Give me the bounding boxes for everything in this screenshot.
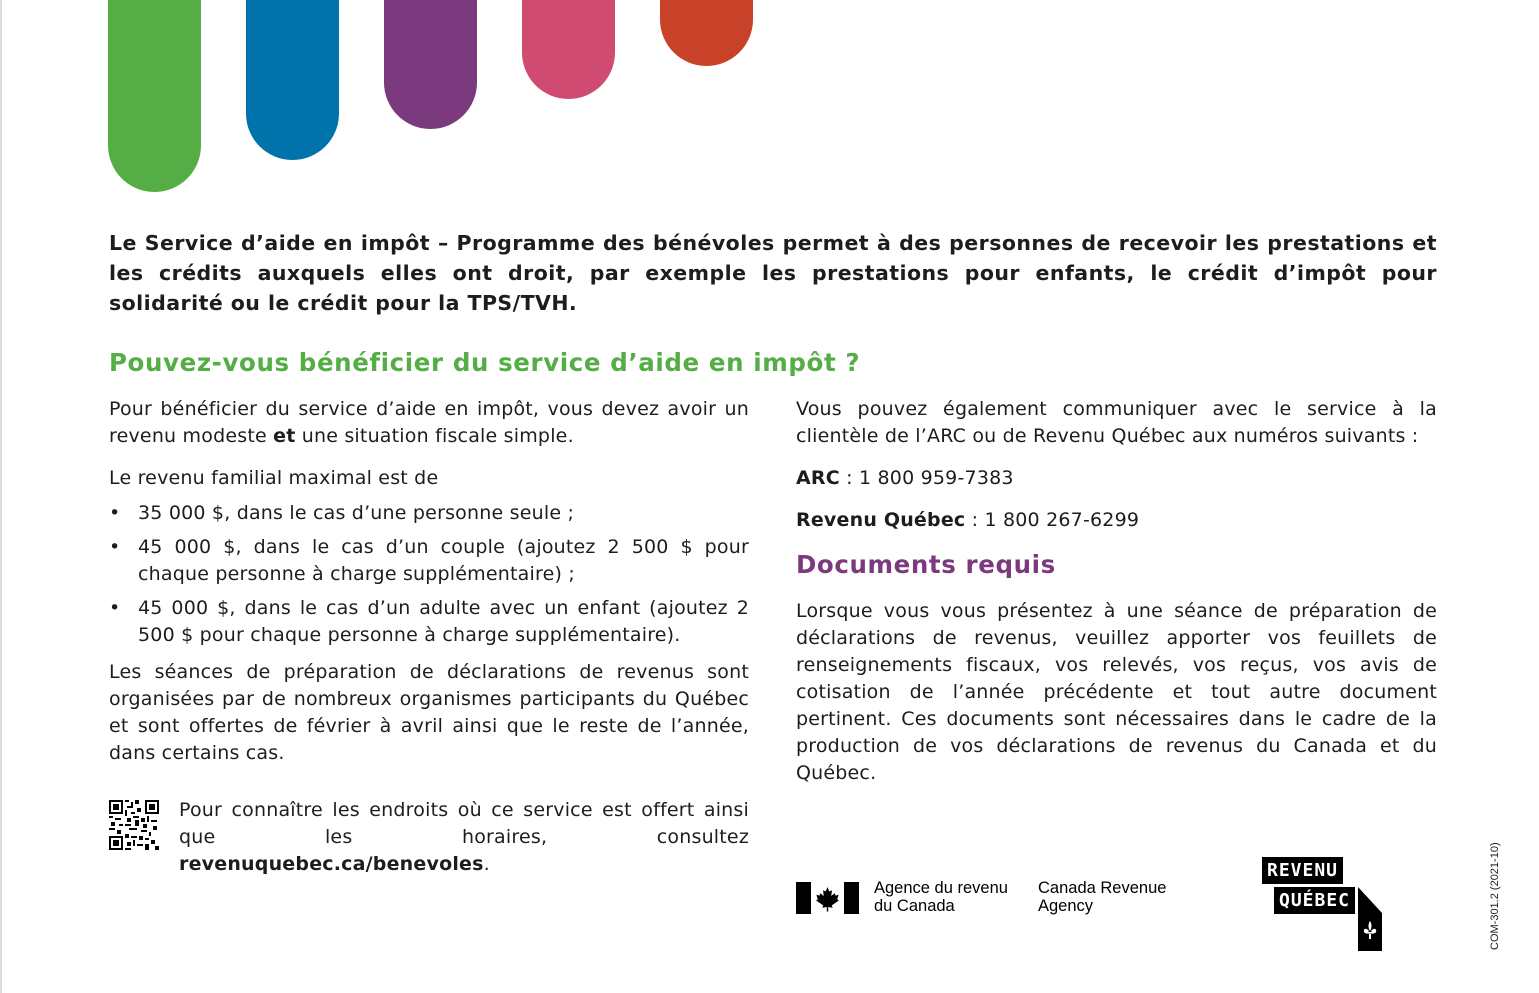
- list-item: • 45 000 $, dans le cas d’un couple (ajoutez 2 500 $ pour chaque personne à charge supplémentaire) ;: [109, 536, 749, 585]
- decor-bar-pink: [522, 0, 615, 99]
- fleur-de-lis-icon: [1358, 887, 1382, 951]
- qr-caption: Pour connaître les endroits où ce service est offert ainsi que les horaires, consultez revenuquebec.ca/benevoles.: [179, 799, 749, 875]
- decor-bar-red: [660, 0, 753, 66]
- eligibility-requirement: Pour bénéficier du service d’aide en impôt, vous devez avoir un revenu modeste et une situation fiscale simple.: [109, 398, 749, 447]
- decor-bar-blue: [246, 0, 339, 160]
- cra-name-fr: Agence du revenu du Canada: [874, 879, 1008, 915]
- cra-signature: [796, 879, 1196, 919]
- cra-name-en: Canada Revenue Agency: [1038, 879, 1167, 915]
- benevoles-link[interactable]: revenuquebec.ca/benevoles: [179, 853, 484, 875]
- contact-intro: Vous pouvez également communiquer avec le service à la clientèle de l’ARC ou de Revenu Québec aux numéros suivants :: [796, 398, 1437, 447]
- rq-logo-word-2: QUÉBEC: [1274, 887, 1355, 914]
- eligibility-heading: Pouvez-vous bénéficier du service d’aide en impôt ?: [109, 348, 861, 377]
- list-item: • 45 000 $, dans le cas d’un adulte avec un enfant (ajoutez 2 500 $ pour chaque personne à charge supplémentaire).: [109, 597, 749, 646]
- rq-logo-word-1: REVENU: [1262, 857, 1343, 884]
- intro-paragraph: Le Service d’aide en impôt – Programme des bénévoles permet à des personnes de recevoir les prestations et les crédits auxquels elles ont droit, par exemple les prestations pour enfants, le crédit d’impôt pour solidarité ou le crédit pour la TPS/TVH.: [109, 231, 1437, 315]
- decor-bar-green: [108, 0, 201, 192]
- document-code: COM-301.2 (2021-10): [1489, 842, 1501, 950]
- documents-paragraph: Lorsque vous vous présentez à une séance de préparation de déclarations de revenus, veuillez apporter vos feuillets de renseignements fiscaux, vos relevés, vos reçus, vos avis de cotisation de l’année précédente et tout autre document pertinent. Ces documents sont nécessaires dans le cadre de la production de vos déclarations de revenus du Canada et du Québec.: [796, 600, 1437, 784]
- revenu-quebec-logo: [1262, 857, 1384, 953]
- qr-code-icon[interactable]: [109, 800, 159, 850]
- eligibility-column: [109, 396, 749, 767]
- page-edge: [0, 0, 2, 993]
- list-item: • 35 000 $, dans le cas d’une personne seule ;: [109, 502, 575, 524]
- qr-info: [109, 797, 749, 875]
- documents-heading: Documents requis: [796, 550, 1056, 579]
- rq-phone: Revenu Québec : 1 800 267-6299: [796, 509, 1140, 531]
- decor-bar-purple: [384, 0, 477, 129]
- income-limit-intro: Le revenu familial maximal est de: [109, 467, 439, 489]
- arc-phone: ARC : 1 800 959-7383: [796, 467, 1014, 489]
- income-limit-list: [109, 500, 749, 649]
- sessions-paragraph: Les séances de préparation de déclarations de revenus sont organisées par de nombreux organismes participants du Québec et sont offertes de février à avril ainsi que le reste de l’année, dans certains cas.: [109, 661, 749, 764]
- canada-flag-icon: [796, 882, 859, 914]
